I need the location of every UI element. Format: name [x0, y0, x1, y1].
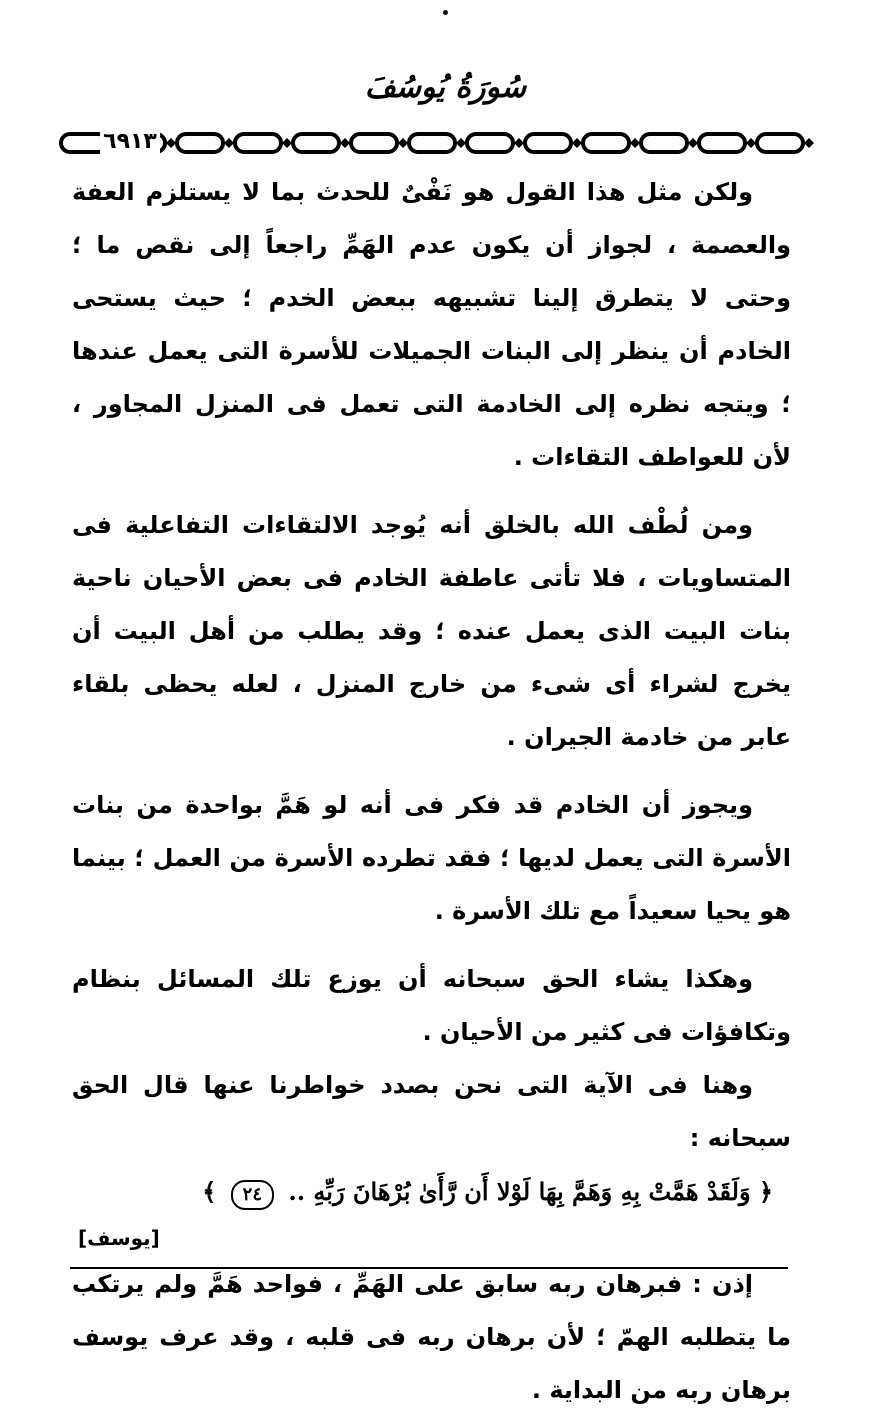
page-dot [443, 10, 448, 15]
chain-diamond [746, 138, 756, 148]
verse-close-bracket: ﴾ [202, 1177, 217, 1206]
quran-verse [72, 1165, 791, 1218]
chain-link [525, 134, 571, 152]
chain-diamond [398, 138, 408, 148]
chain-link [699, 134, 745, 152]
chain-diamond [688, 138, 698, 148]
verse-number: ٢٤ [231, 1180, 274, 1210]
chain-link [757, 134, 803, 152]
paragraph-3: ويجوز أن الخادم قد فكر فى أنه لو هَمَّ بواحدة من بنات الأسرة التى يعمل لديها ؛ فقد تطرده الأسرة من العمل ؛ بينما هو يحيا سعيداً مع تلك الأسرة . [72, 791, 791, 925]
chain-link [177, 134, 223, 152]
chain-diamond [340, 138, 350, 148]
chain-link [351, 134, 397, 152]
chain-link [467, 134, 513, 152]
verse-text: وَلَقَدْ هَمَّتْ بِهِ وَهَمَّ بِهَا لَوْلا أَن رَّأَىٰ بُرْهَانَ رَبِّهِ .. [288, 1177, 751, 1206]
paragraph-4: وهكذا يشاء الحق سبحانه أن يوزع تلك المسائل بنظام وتكافؤات فى كثير من الأحيان . [72, 965, 791, 1046]
chain-link [641, 134, 687, 152]
chain-diamond [224, 138, 234, 148]
chain-diamond [804, 138, 814, 148]
verse-reference: [يوسف] [78, 1226, 160, 1250]
paragraph-5: وهنا فى الآية التى نحن بصدد خواطرنا عنها قال الحق سبحانه : [72, 1071, 791, 1152]
chain-diamond [456, 138, 466, 148]
chain-diamond [572, 138, 582, 148]
bottom-rule [70, 1267, 788, 1269]
page-number: ٦٩١٣ [100, 125, 160, 159]
chain-link [293, 134, 339, 152]
chain-diamond [514, 138, 524, 148]
paragraph-2: ومن لُطْف الله بالخلق أنه يُوجد الالتقاءات التفاعلية فى المتساويات ، فلا تأتى عاطفة الخادم فى بعض الأحيان ناحية بنات البيت الذى يعمل عنده ؛ وقد يطلب من أهل البيت أن يخرج لشراء أى شىء من خارج المنزل ، لعله يحظى بلقاء عابر من خادمة الجيران . [72, 511, 791, 751]
surah-title: سُورَةُ يُوسُفَ [364, 70, 527, 105]
chain-diamond [166, 138, 176, 148]
paragraph-6: إذن : فبرهان ربه سابق على الهَمِّ ، فواحد هَمَّ ولم يرتكب ما يتطلبه الهمّ ؛ لأن برهان ربه فى قلبه ، وقد عرف يوسف برهان ربه من البداية . [72, 1270, 791, 1404]
chain-link [409, 134, 455, 152]
page-body [72, 166, 791, 1417]
chain-ornament-icon [55, 126, 815, 160]
paragraph-1: ولكن مثل هذا القول هو نَفْىٌ للحدث بما لا يستلزم العفة والعصمة ، لجواز أن يكون عدم الهَمِّ راجعاً إلى نقص ما ؛ وحتى لا يتطرق إلينا تشبيهه ببعض الخدم ؛ حيث يستحى الخادم أن ينظر إلى البنات الجميلات للأسرة التى يعمل عندها ؛ ويتجه نظره إلى الخادمة التى تعمل فى المنزل المجاور ، لأن للعواطف التقاءات . [72, 178, 791, 471]
chain-link [583, 134, 629, 152]
verse-open-bracket: ﴿ [758, 1177, 773, 1206]
chain-diamond [630, 138, 640, 148]
chain-link [235, 134, 281, 152]
chain-diamond [282, 138, 292, 148]
